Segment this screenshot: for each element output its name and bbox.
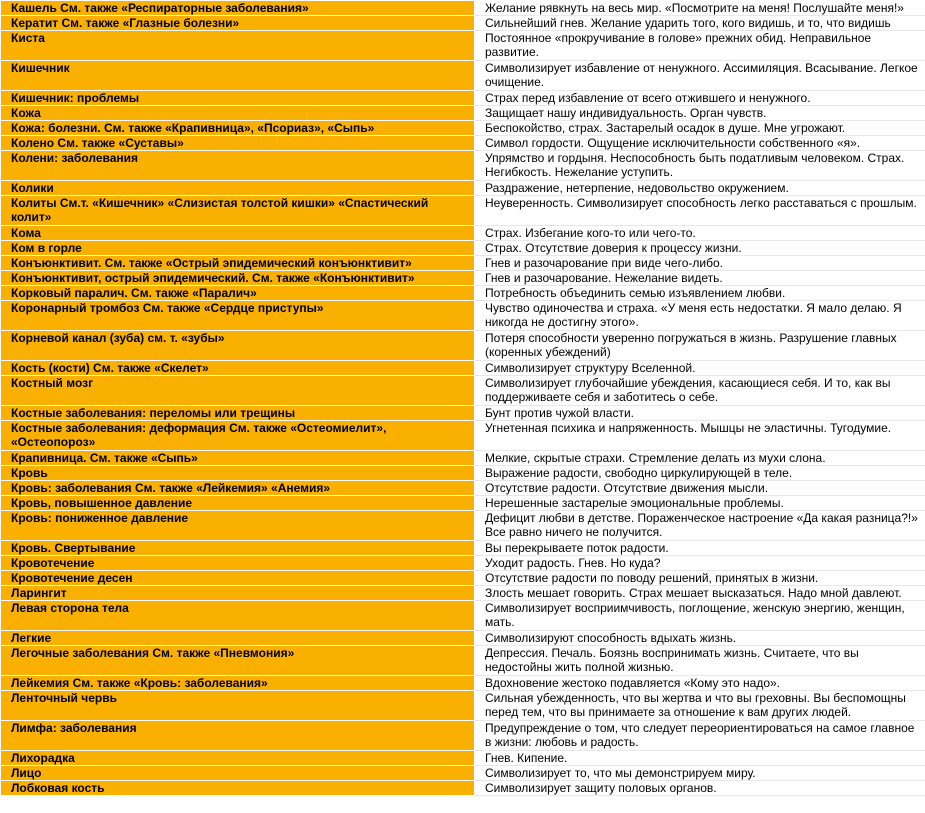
description-cell: Символ гордости. Ощущение исключительности собственного «я».: [475, 136, 925, 151]
term-cell: Легкие: [1, 631, 475, 646]
term-cell: Ларингит: [1, 586, 475, 601]
description-cell: Чувство одиночества и страха. «У меня есть недостатки. Я мало делаю. Я никогда не достигну этого».: [475, 301, 925, 331]
term-cell: Колиты См.т. «Кишечник» «Слизистая толстой кишки» «Спастический колит»: [1, 196, 475, 226]
term-cell: Колени: заболевания: [1, 151, 475, 181]
term-cell: Крапивница. См. также «Сыпь»: [1, 451, 475, 466]
table-row: [1, 601, 925, 631]
description-cell: Выражение радости, свободно циркулирующей в теле.: [475, 466, 925, 481]
term-cell: Левая сторона тела: [1, 601, 475, 631]
table-row: [1, 91, 925, 106]
term-cell: Лицо: [1, 766, 475, 781]
term-cell: Корневой канал (зуба) см. т. «зубы»: [1, 331, 475, 361]
description-cell: Отсутствие радости. Отсутствие движения мысли.: [475, 481, 925, 496]
description-cell: Злость мешает говорить. Страх мешает высказаться. Надо мной давлеют.: [475, 586, 925, 601]
table-row: [1, 16, 925, 31]
table-row: [1, 676, 925, 691]
term-cell: Лобковая кость: [1, 781, 475, 796]
term-cell: Кашель См. также «Респираторные заболевания»: [1, 1, 475, 16]
description-cell: Предупреждение о том, что следует переориентироваться на самое главное в жизни: любовь и радость.: [475, 721, 925, 751]
term-cell: Ком в горле: [1, 241, 475, 256]
term-cell: Кровь. Свертывание: [1, 541, 475, 556]
table-row: [1, 301, 925, 331]
table-row: [1, 781, 925, 796]
table-row: [1, 61, 925, 91]
table-row: [1, 691, 925, 721]
description-cell: Неуверенность. Символизирует способность легко расставаться с прошлым.: [475, 196, 925, 226]
table-row: [1, 136, 925, 151]
table-row: [1, 586, 925, 601]
description-cell: Вдохновение жестоко подавляется «Кому это надо».: [475, 676, 925, 691]
description-cell: Дефицит любви в детстве. Пораженческое настроение «Да какая разница?!» Все равно ничего не получится.: [475, 511, 925, 541]
term-cell: Кость (кости) См. также «Скелет»: [1, 361, 475, 376]
term-cell: Кровь: пониженное давление: [1, 511, 475, 541]
term-cell: Конъюнктивит, острый эпидемический. См. также «Конъюнктивит»: [1, 271, 475, 286]
table-row: [1, 496, 925, 511]
table-row: [1, 241, 925, 256]
table-row: [1, 556, 925, 571]
term-cell: Кератит См. также «Глазные болезни»: [1, 16, 475, 31]
term-cell: Кишечник: [1, 61, 475, 91]
description-cell: Гнев и разочарование при виде чего-либо.: [475, 256, 925, 271]
table-row: [1, 571, 925, 586]
term-cell: Костные заболевания: деформация См. также «Остеомиелит», «Остеопороз»: [1, 421, 475, 451]
term-cell: Кровотечение десен: [1, 571, 475, 586]
description-cell: Сильнейший гнев. Желание ударить того, кого видишь, и то, что видишь: [475, 16, 925, 31]
description-cell: Страх. Отсутствие доверия к процессу жизни.: [475, 241, 925, 256]
description-cell: Раздражение, нетерпение, недовольство окружением.: [475, 181, 925, 196]
description-cell: Постоянное «прокручивание в голове» прежних обид. Неправильное развитие.: [475, 31, 925, 61]
description-cell: Страх перед избавление от всего отжившего и ненужного.: [475, 91, 925, 106]
table-row: [1, 31, 925, 61]
table-row: [1, 421, 925, 451]
description-cell: Символизирует восприимчивость, поглощение, женскую энергию, женщин, мать.: [475, 601, 925, 631]
table-row: [1, 631, 925, 646]
description-cell: Вы перекрываете поток радости.: [475, 541, 925, 556]
table-row: [1, 481, 925, 496]
table-row: [1, 406, 925, 421]
description-cell: Упрямство и гордыня. Неспособность быть податливым человеком. Страх. Негибкость. Нежелание уступить.: [475, 151, 925, 181]
table-row: [1, 466, 925, 481]
term-cell: Костный мозг: [1, 376, 475, 406]
table-row: [1, 1, 925, 16]
table-row: [1, 376, 925, 406]
term-cell: Кровь: [1, 466, 475, 481]
table-row: [1, 181, 925, 196]
term-cell: Коронарный тромбоз См. также «Сердце приступы»: [1, 301, 475, 331]
table-row: [1, 271, 925, 286]
table-row: [1, 331, 925, 361]
term-cell: Кровь, повышенное давление: [1, 496, 475, 511]
table-row: [1, 361, 925, 376]
table-row: [1, 721, 925, 751]
description-cell: Уходит радость. Гнев. Но куда?: [475, 556, 925, 571]
description-cell: Гнев. Кипение.: [475, 751, 925, 766]
term-cell: Колено См. также «Суставы»: [1, 136, 475, 151]
table-row: [1, 196, 925, 226]
table-row: [1, 256, 925, 271]
term-cell: Кожа: болезни. См. также «Крапивница», «Псориаз», «Сыпь»: [1, 121, 475, 136]
description-cell: Депрессия. Печаль. Боязнь воспринимать жизнь. Считаете, что вы недостойны жить полной жизнью.: [475, 646, 925, 676]
table-row: [1, 286, 925, 301]
description-cell: Гнев и разочарование. Нежелание видеть.: [475, 271, 925, 286]
description-cell: Потеря способности уверенно погружаться в жизнь. Разрушение главных (коренных убеждений): [475, 331, 925, 361]
table-row: [1, 451, 925, 466]
description-cell: Символизируют способность вдыхать жизнь.: [475, 631, 925, 646]
term-cell: Колики: [1, 181, 475, 196]
description-cell: Страх. Избегание кого-то или чего-то.: [475, 226, 925, 241]
description-cell: Защищает нашу индивидуальность. Орган чувств.: [475, 106, 925, 121]
term-cell: Кровотечение: [1, 556, 475, 571]
table-row: [1, 511, 925, 541]
description-cell: Символизирует глубочайшие убеждения, касающиеся себя. И то, как вы поддерживаете себя и заботитесь о себе.: [475, 376, 925, 406]
term-cell: Кожа: [1, 106, 475, 121]
term-cell: Кишечник: проблемы: [1, 91, 475, 106]
term-cell: Лихорадка: [1, 751, 475, 766]
description-cell: Символизирует избавление от ненужного. Ассимиляция. Всасывание. Легкое очищение.: [475, 61, 925, 91]
term-cell: Лимфа: заболевания: [1, 721, 475, 751]
description-cell: Беспокойство, страх. Застарелый осадок в душе. Мне угрожают.: [475, 121, 925, 136]
term-cell: Кома: [1, 226, 475, 241]
term-cell: Лейкемия См. также «Кровь: заболевания»: [1, 676, 475, 691]
description-cell: Угнетенная психика и напряженность. Мышцы не эластичны. Тугодумие.: [475, 421, 925, 451]
description-cell: Символизирует структуру Вселенной.: [475, 361, 925, 376]
table-row: [1, 646, 925, 676]
table-row: [1, 541, 925, 556]
term-cell: Конъюнктивит. См. также «Острый эпидемический конъюнктивит»: [1, 256, 475, 271]
term-cell: Киста: [1, 31, 475, 61]
table-body: [1, 1, 925, 796]
term-cell: Ленточный червь: [1, 691, 475, 721]
term-cell: Корковый паралич. См. также «Паралич»: [1, 286, 475, 301]
description-cell: Желание рявкнуть на весь мир. «Посмотрите на меня! Послушайте меня!»: [475, 1, 925, 16]
description-cell: Сильная убежденность, что вы жертва и что вы греховны. Вы беспомощны перед тем, что вы принимаете за отношение к вам других людей.: [475, 691, 925, 721]
table-row: [1, 751, 925, 766]
description-cell: Мелкие, скрытые страхи. Стремление делать из мухи слона.: [475, 451, 925, 466]
table-row: [1, 151, 925, 181]
description-cell: Нерешенные застарелые эмоциональные проблемы.: [475, 496, 925, 511]
description-cell: Символизирует то, что мы демонстрируем миру.: [475, 766, 925, 781]
description-cell: Отсутствие радости по поводу решений, принятых в жизни.: [475, 571, 925, 586]
description-cell: Бунт против чужой власти.: [475, 406, 925, 421]
term-cell: Костные заболевания: переломы или трещины: [1, 406, 475, 421]
description-cell: Символизирует защиту половых органов.: [475, 781, 925, 796]
term-cell: Легочные заболевания См. также «Пневмония»: [1, 646, 475, 676]
term-cell: Кровь: заболевания См. также «Лейкемия» «Анемия»: [1, 481, 475, 496]
table-row: [1, 121, 925, 136]
table-row: [1, 106, 925, 121]
description-cell: Потребность объединить семью изъявлением любви.: [475, 286, 925, 301]
table-row: [1, 226, 925, 241]
table-row: [1, 766, 925, 781]
